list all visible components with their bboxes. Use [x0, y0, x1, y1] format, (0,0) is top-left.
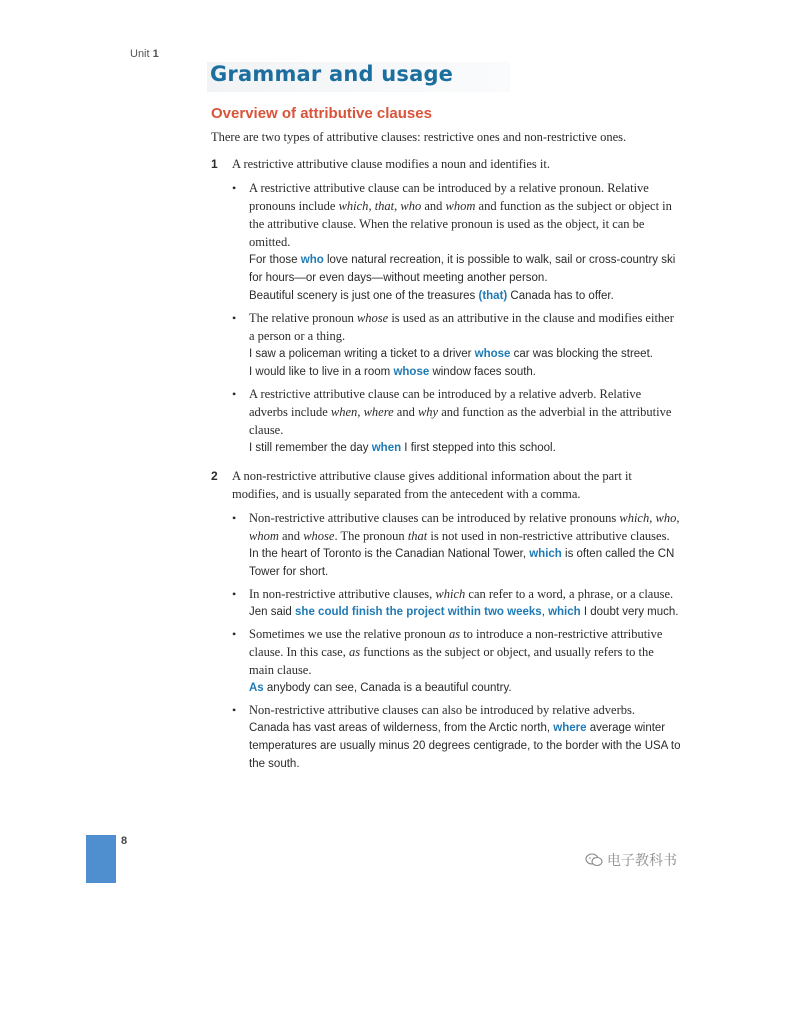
bullet-text: Non-restrictive attributive clauses can also be introduced by relative adverbs.: [249, 703, 635, 717]
bullet-text: In non-restrictive attributive clauses, which can refer to a word, a phrase, or a clause.: [249, 587, 674, 601]
bullet-dot: •: [232, 703, 237, 717]
watermark: [585, 850, 677, 870]
example-sentence: I saw a policeman writing a ticket to a driver whose car was blocking the street.: [249, 348, 653, 360]
bullet-point: [232, 309, 681, 381]
example-sentence: Beautiful scenery is just one of the treasures (that) Canada has to offer.: [249, 290, 614, 302]
bullet-dot: •: [232, 387, 237, 401]
rule-2: [211, 467, 681, 503]
bullet-text: The relative pronoun whose is used as an attributive in the clause and modifies either a person or a thing.: [249, 311, 674, 343]
bullet-point: [232, 625, 681, 697]
bullet-point: [232, 509, 681, 581]
rule-number: 1: [211, 157, 218, 171]
example-sentence: I still remember the day when I first stepped into this school.: [249, 442, 556, 454]
watermark-text: 电子教科书: [607, 853, 677, 869]
bullet-text: A restrictive attributive clause can be introduced by a relative adverb. Relative adverbs include when, where and why and function as the adverbial in the attributive clause.: [249, 387, 672, 437]
bullet-point: [232, 385, 681, 457]
intro-paragraph: There are two types of attributive clauses: restrictive ones and non-restrictive ones.: [211, 130, 627, 144]
example-sentence: Jen said she could finish the project within two weeks, which I doubt very much.: [249, 606, 679, 618]
bullet-point: [232, 585, 681, 621]
rule-number: 2: [211, 469, 218, 483]
rule-heading: A non-restrictive attributive clause gives additional information about the part it modifies, and is usually separated from the antecedent with a comma.: [232, 469, 632, 501]
bullet-dot: •: [232, 181, 237, 195]
unit-label: Unit 1: [130, 48, 159, 60]
bullet-text: A restrictive attributive clause can be introduced by a relative pronoun. Relative pronouns include which, that, who and whom and function as the subject or object in the attributive clause. When the relative pronoun is used as the object, it can be omitted.: [249, 181, 672, 249]
bullet-dot: •: [232, 511, 237, 525]
bullet-point: [232, 701, 681, 773]
bullet-point: [232, 179, 681, 305]
bullet-dot: •: [232, 311, 237, 325]
rule-heading: A restrictive attributive clause modifies a noun and identifies it.: [232, 157, 550, 171]
bullet-text: Non-restrictive attributive clauses can be introduced by relative pronouns which, who, whom and whose. The pronoun that is not used in non-restrictive attributive clauses.: [249, 511, 680, 543]
rule-1: [211, 155, 681, 173]
example-sentence: In the heart of Toronto is the Canadian National Tower, which is often called the CN Tower for short.: [249, 548, 675, 578]
section-subtitle: Overview of attributive clauses: [211, 105, 432, 122]
section-spacer: [211, 777, 681, 783]
page-title: Grammar and usage: [210, 62, 454, 86]
example-sentence: As anybody can see, Canada is a beautiful country.: [249, 682, 512, 694]
bullet-dot: •: [232, 587, 237, 601]
page-number: 8: [121, 835, 128, 847]
page-number-tab: [86, 835, 116, 883]
document-body: [211, 128, 681, 783]
bullet-dot: •: [232, 627, 237, 641]
example-sentence: For those who love natural recreation, it is possible to walk, sail or cross-country ski for hours—or even days—without meeting another person.: [249, 254, 676, 284]
example-sentence: Canada has vast areas of wilderness, from the Arctic north, where average winter temperatures are usually minus 20 degrees centigrade, to the border with the USA to the south.: [249, 722, 681, 770]
example-sentence: I would like to live in a room whose window faces south.: [249, 366, 537, 378]
wechat-icon: [585, 853, 603, 867]
bullet-text: Sometimes we use the relative pronoun as to introduce a non-restrictive attributive clause. In this case, as functions as the subject or object, and usually refers to the main clause.: [249, 627, 663, 677]
